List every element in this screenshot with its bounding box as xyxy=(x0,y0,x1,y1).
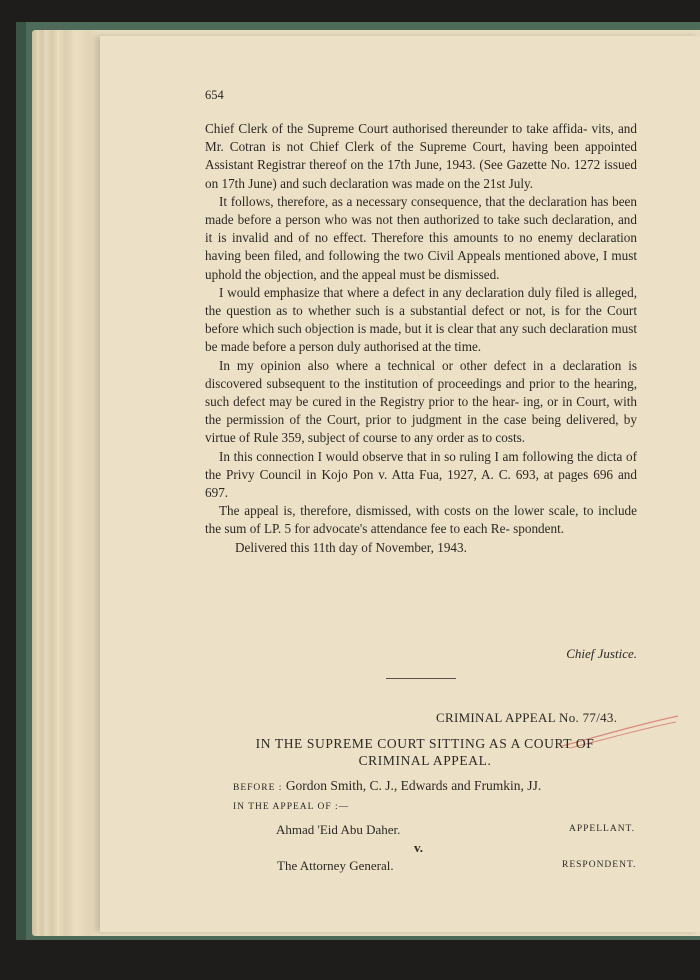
respondent-role: RESPONDENT. xyxy=(562,860,637,870)
delivered-text: Delivered this 11th day of November, 1943. xyxy=(235,539,467,555)
paragraph-5 xyxy=(205,448,637,503)
delivered-line xyxy=(205,539,637,557)
versus: v. xyxy=(414,840,424,855)
paragraph-text: The appeal is, therefore, dismissed, with costs on the lower scale, to include the sum of LP. 5 for advocate's attendance fee to each Re- spondent. xyxy=(205,503,637,537)
paragraph-text: In my opinion also where a technical or other defect in a declaration is discovered subsequent to the institution of proceedings and prior to the hearing, such defect may be cured in the Registry prior to the hear- ing, or in Court, with the permission of the Court, prior to judgment in the case being delivered, by virtue of Rule 359, subject of course to any order as to costs. xyxy=(205,357,637,446)
paragraph-4 xyxy=(205,357,637,448)
in-appeal-label: IN THE APPEAL OF :— xyxy=(233,802,350,812)
before-judges: Gordon Smith, C. J., Edwards and Frumkin, JJ. xyxy=(285,778,542,793)
respondent-name: The Attorney General. xyxy=(277,858,394,873)
appellant-role: APPELLANT. xyxy=(569,824,636,834)
before-line xyxy=(233,778,541,794)
paragraph-text: I would emphasize that where a defect in any declaration duly filed is alleged, the question as to whether such is a substantial defect or not, is for the Court before which such objection is made, but it is clear that any such declaration must be made before a person duly authorised at the time. xyxy=(205,284,637,355)
court-heading-line1: IN THE SUPREME COURT SITTING AS A COURT OF xyxy=(255,736,595,751)
page-number: 654 xyxy=(205,88,224,102)
appellant-name: Ahmad 'Eid Abu Daher. xyxy=(276,822,401,837)
paragraph-text: It follows, therefore, as a necessary consequence, that the declaration has been made before a person who was not then authorized to take such declaration, and it is invalid and of no effect. Therefore this amounts to no enemy declaration having been filed, and following the two Civil Appeals mentioned above, I must uphold the objection, and the appeal must be dismissed. xyxy=(205,193,637,282)
case-number: CRIMINAL APPEAL No. 77/43. xyxy=(436,710,618,725)
signoff: Chief Justice. xyxy=(566,646,637,661)
paragraph-text: Chief Clerk of the Supreme Court authorised thereunder to take affida- vits, and Mr. Cotran is not Chief Clerk of the Supreme Court, having been appointed Assistant Registrar thereof on the 17th June, 1943. (See Gazette No. 1272 issued on 17th June) and such declaration was made on the 21st July. xyxy=(205,121,637,191)
paragraph-6 xyxy=(205,502,637,538)
book-spine-edge xyxy=(16,22,26,940)
paragraph-2 xyxy=(205,193,637,284)
section-divider xyxy=(386,678,456,679)
court-heading xyxy=(210,735,640,769)
paragraph-text: In this connection I would observe that in so ruling I am following the dicta of the Privy Council in Kojo Pon v. Atta Fua, 1927, A. C. 693, at pages 696 and 697. xyxy=(205,448,637,501)
paragraph-3 xyxy=(205,284,637,357)
judgment-body xyxy=(205,120,637,557)
before-label: BEFORE : xyxy=(233,783,283,793)
paragraph-1 xyxy=(205,120,637,193)
court-heading-line2: CRIMINAL APPEAL. xyxy=(358,753,492,768)
